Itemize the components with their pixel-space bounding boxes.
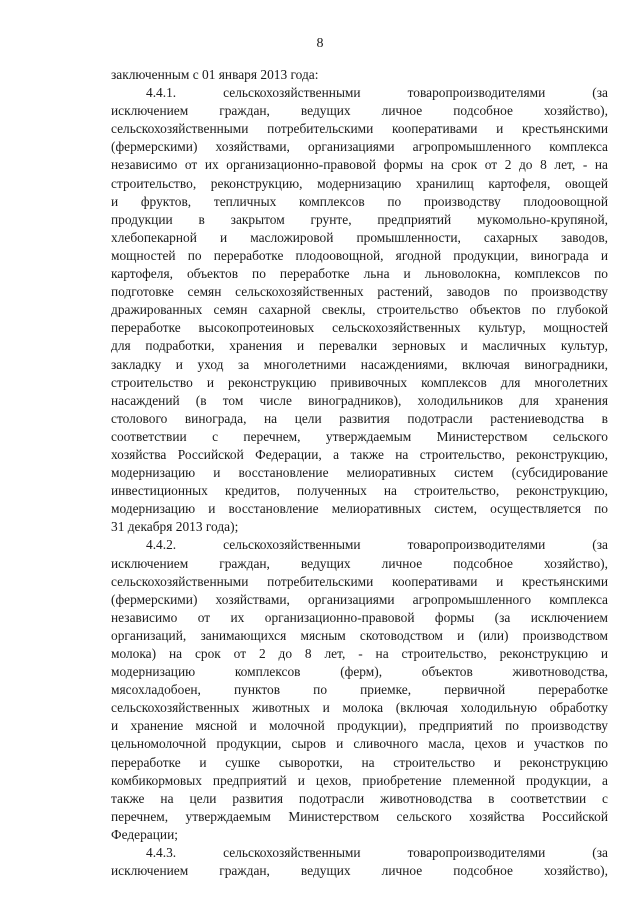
text-line: сельскохозяйственными потребительскими кооперативами и крестьянскими <box>111 121 608 137</box>
text-line: также на цели развития подотрасли животноводства в соответствии с <box>111 790 608 806</box>
text-line: сельскохозяйственных животных и молока (включая холодильную обработку <box>111 700 608 716</box>
text-line: переработке и сушке сыворотки, на строительство и реконструкцию <box>111 754 608 770</box>
text-line: и хранение мясной и молочной продукции), предприятий по производству <box>111 718 608 734</box>
text-line: столового винограда, на цели развития подотрасли растениеводства в <box>111 410 608 426</box>
text-line: (фермерскими) хозяйствами, организациями агропромышленного комплекса <box>111 139 608 155</box>
text-line: хлебопекарной и масложировой промышленности, сахарных заводов, <box>111 229 608 245</box>
text-line: независимо от их организационно-правовой формы (за исключением <box>111 609 608 625</box>
text-line: модернизацию и восстановление мелиоративных систем (субсидирование <box>111 465 608 481</box>
text-line: исключением граждан, ведущих личное подсобное хозяйство), <box>111 555 608 571</box>
text-line: цельномолочной продукции, сыров и сливочного масла, цехов и участков по <box>111 736 608 752</box>
text-line: переработке высокопротеиновых сельскохозяйственных культур, мощностей <box>111 320 608 336</box>
text-line: заключенным с 01 января 2013 года: <box>111 67 319 82</box>
text-line: хозяйства Российской Федерации, а также на строительство, реконструкцию, <box>111 446 608 462</box>
paragraph-first-line: 4.4.3. сельскохозяйственными товаропроизводителями (за <box>146 845 608 861</box>
text-line: независимо от их организационно-правовой формы на срок от 2 до 8 лет, - на <box>111 157 608 173</box>
text-line: закладку и уход за многолетними насаждениями, включая виноградники, <box>111 356 608 372</box>
text-line: строительство и реконструкцию прививочных комплексов для многолетних <box>111 374 608 390</box>
text-line: строительство, реконструкцию, модернизацию хранилищ картофеля, овощей <box>111 175 608 191</box>
text-line: для подработки, хранения и перевалки зерновых и масличных культур, <box>111 338 608 354</box>
text-line: (фермерскими) хозяйствами, организациями агропромышленного комплекса <box>111 591 608 607</box>
text-line: комбикормовых предприятий и цехов, приобретение племенной продукции, а <box>111 772 608 788</box>
text-line: и фруктов, тепличных комплексов по производству плодоовощной <box>111 193 608 209</box>
text-line: молока) на срок от 2 до 8 лет, - на строительство, реконструкцию и <box>111 646 608 661</box>
text-line: модернизацию комплексов (ферм), объектов животноводства, <box>111 664 608 680</box>
text-line: инвестиционных кредитов, полученных на строительство, реконструкцию, <box>111 483 608 499</box>
text-line: исключением граждан, ведущих личное подсобное хозяйство), <box>111 863 608 879</box>
text-line: модернизацию и восстановление мелиоративных систем, осуществляется по <box>111 501 608 517</box>
text-line: сельскохозяйственными потребительскими кооперативами и крестьянскими <box>111 573 608 589</box>
text-line: подготовке семян сельскохозяйственных растений, заводов по производству <box>111 284 608 300</box>
text-line: картофеля, объектов по переработке льна и льноволокна, комплексов по <box>111 266 608 282</box>
text-line: соответствии с перечнем, утверждаемым Министерством сельского <box>111 428 608 444</box>
text-line: мощностей по переработке плодоовощной, ягодной продукции, винограда и <box>111 247 608 263</box>
page-number: 8 <box>316 36 324 51</box>
document-body <box>111 66 608 880</box>
text-line: Федерации; <box>111 826 178 842</box>
text-line: продукции в закрытом грунте, предприятий мукомольно-крупяной, <box>111 211 608 227</box>
paragraph-first-line: 4.4.1. сельскохозяйственными товаропроизводителями (за <box>146 85 608 101</box>
text-line: мясохладобоен, пунктов по приемке, первичной переработке <box>111 682 608 698</box>
text-line: перечнем, утверждаемым Министерством сельского хозяйства Российской <box>111 808 608 824</box>
text-line: дражированных семян сахарной свеклы, строительство объектов по глубокой <box>111 302 608 318</box>
paragraph-first-line: 4.4.2. сельскохозяйственными товаропроизводителями (за <box>146 537 608 553</box>
text-line: 31 декабря 2013 года); <box>111 519 239 535</box>
text-line: исключением граждан, ведущих личное подсобное хозяйство), <box>111 103 608 119</box>
text-line: организаций, занимающихся мясным скотоводством и (или) производством <box>111 627 608 643</box>
text-line: насаждений (в том числе виноградников), холодильников для хранения <box>111 392 608 408</box>
